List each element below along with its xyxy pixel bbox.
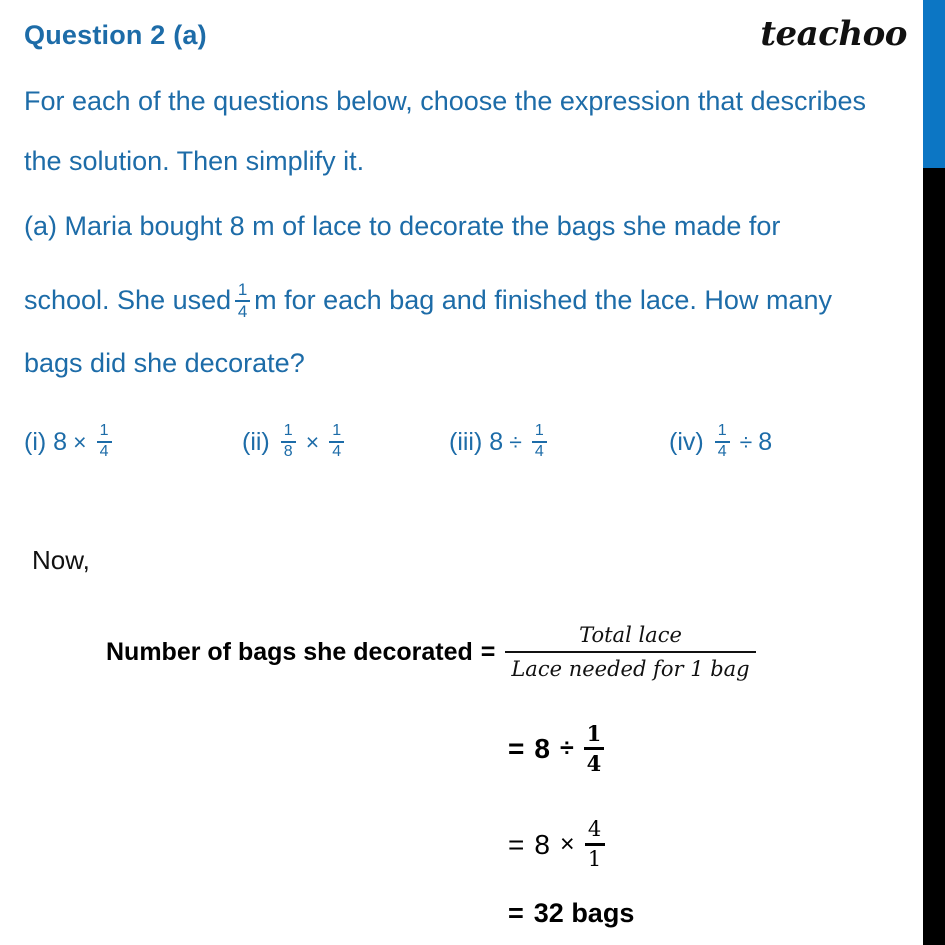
formula-fraction <box>505 622 755 683</box>
option-ii-operator: × <box>305 429 320 456</box>
fraction-bar <box>585 843 605 846</box>
teachoo-logo: teachoo <box>760 14 907 54</box>
fraction-denominator: 4 <box>534 442 544 460</box>
fraction-denominator: 4 <box>332 442 342 460</box>
option-iii-fraction <box>532 423 547 460</box>
step-2-fraction <box>585 818 605 871</box>
fraction-numerator: 1 <box>534 422 544 439</box>
option-ii-fraction-right <box>329 423 344 460</box>
step-2-value: 8 <box>534 828 550 860</box>
solution-formula <box>106 622 756 683</box>
step-1-equals-sign: = <box>508 732 525 764</box>
inline-fraction-one-fourth <box>235 281 250 320</box>
fraction-denominator: 4 <box>586 751 602 777</box>
fraction-bar <box>584 747 605 750</box>
fraction-denominator: 1 <box>587 847 602 872</box>
page-title: Question 2 (a) <box>24 20 207 50</box>
option-iv[interactable] <box>669 424 772 461</box>
option-iv-fraction <box>715 423 730 460</box>
question-body-line-3: bags did she decorate? <box>24 348 305 378</box>
instruction-line-2: the solution. Then simplify it. <box>24 146 365 176</box>
right-edge-black-bar <box>923 168 945 945</box>
instruction-line-1: For each of the questions below, choose the expression that describes <box>24 86 867 116</box>
fraction-denominator: 4 <box>237 301 248 321</box>
answer-options-row <box>24 424 884 486</box>
fraction-numerator: 1 <box>283 422 293 439</box>
option-i-fraction <box>97 423 112 460</box>
question-body-line-1: (a) Maria bought 8 m of lace to decorate the bags she made for <box>24 211 781 241</box>
option-iv-whole: 8 <box>758 428 773 457</box>
formula-label: Number of bags she decorated <box>106 637 473 666</box>
step-2-equals-sign: = <box>508 828 525 860</box>
solution-step-2 <box>508 818 605 871</box>
question-body-line-2-after: m for each bag and finished the lace. How many <box>254 284 832 315</box>
right-edge-blue-bar <box>923 0 945 168</box>
step-1-operator: ÷ <box>559 734 574 763</box>
fraction-numerator: 1 <box>99 422 109 439</box>
option-iii-label: (iii) <box>449 428 483 457</box>
option-i[interactable] <box>24 424 116 461</box>
formula-denominator: Lace needed for 1 bag <box>511 657 750 682</box>
option-ii[interactable] <box>242 424 348 461</box>
fraction-denominator: 4 <box>99 442 109 460</box>
fraction-denominator: 8 <box>283 442 293 460</box>
fraction-denominator: 4 <box>717 442 727 460</box>
option-iii[interactable] <box>449 424 551 461</box>
formula-numerator: Total lace <box>579 623 682 647</box>
fraction-numerator: 1 <box>237 280 248 299</box>
solution-answer <box>508 898 634 929</box>
option-i-whole: 8 <box>53 428 68 457</box>
fraction-numerator: 1 <box>717 422 727 439</box>
answer-value: 32 bags <box>533 898 635 928</box>
step-1-value: 8 <box>534 732 550 764</box>
fraction-numerator: 4 <box>587 817 602 841</box>
answer-equals-sign: = <box>508 898 524 928</box>
step-2-operator: × <box>559 830 575 859</box>
option-iii-whole: 8 <box>489 428 504 457</box>
question-body-line-2-before: school. She used <box>24 284 232 315</box>
fraction-numerator: 1 <box>332 422 342 439</box>
option-iv-label: (iv) <box>669 428 704 457</box>
question-body-line-2 <box>24 282 832 321</box>
formula-equals-sign: = <box>480 637 496 666</box>
step-1-fraction <box>584 722 605 775</box>
option-ii-fraction-left <box>281 423 296 460</box>
option-i-operator: × <box>73 429 87 456</box>
option-ii-label: (ii) <box>242 428 270 457</box>
option-iv-operator: ÷ <box>739 429 753 456</box>
fraction-bar <box>505 651 755 653</box>
option-i-label: (i) <box>24 428 47 457</box>
solution-now-label: Now, <box>32 545 90 575</box>
solution-step-1 <box>508 722 604 775</box>
fraction-numerator: 1 <box>586 721 602 746</box>
option-iii-operator: ÷ <box>509 429 522 456</box>
